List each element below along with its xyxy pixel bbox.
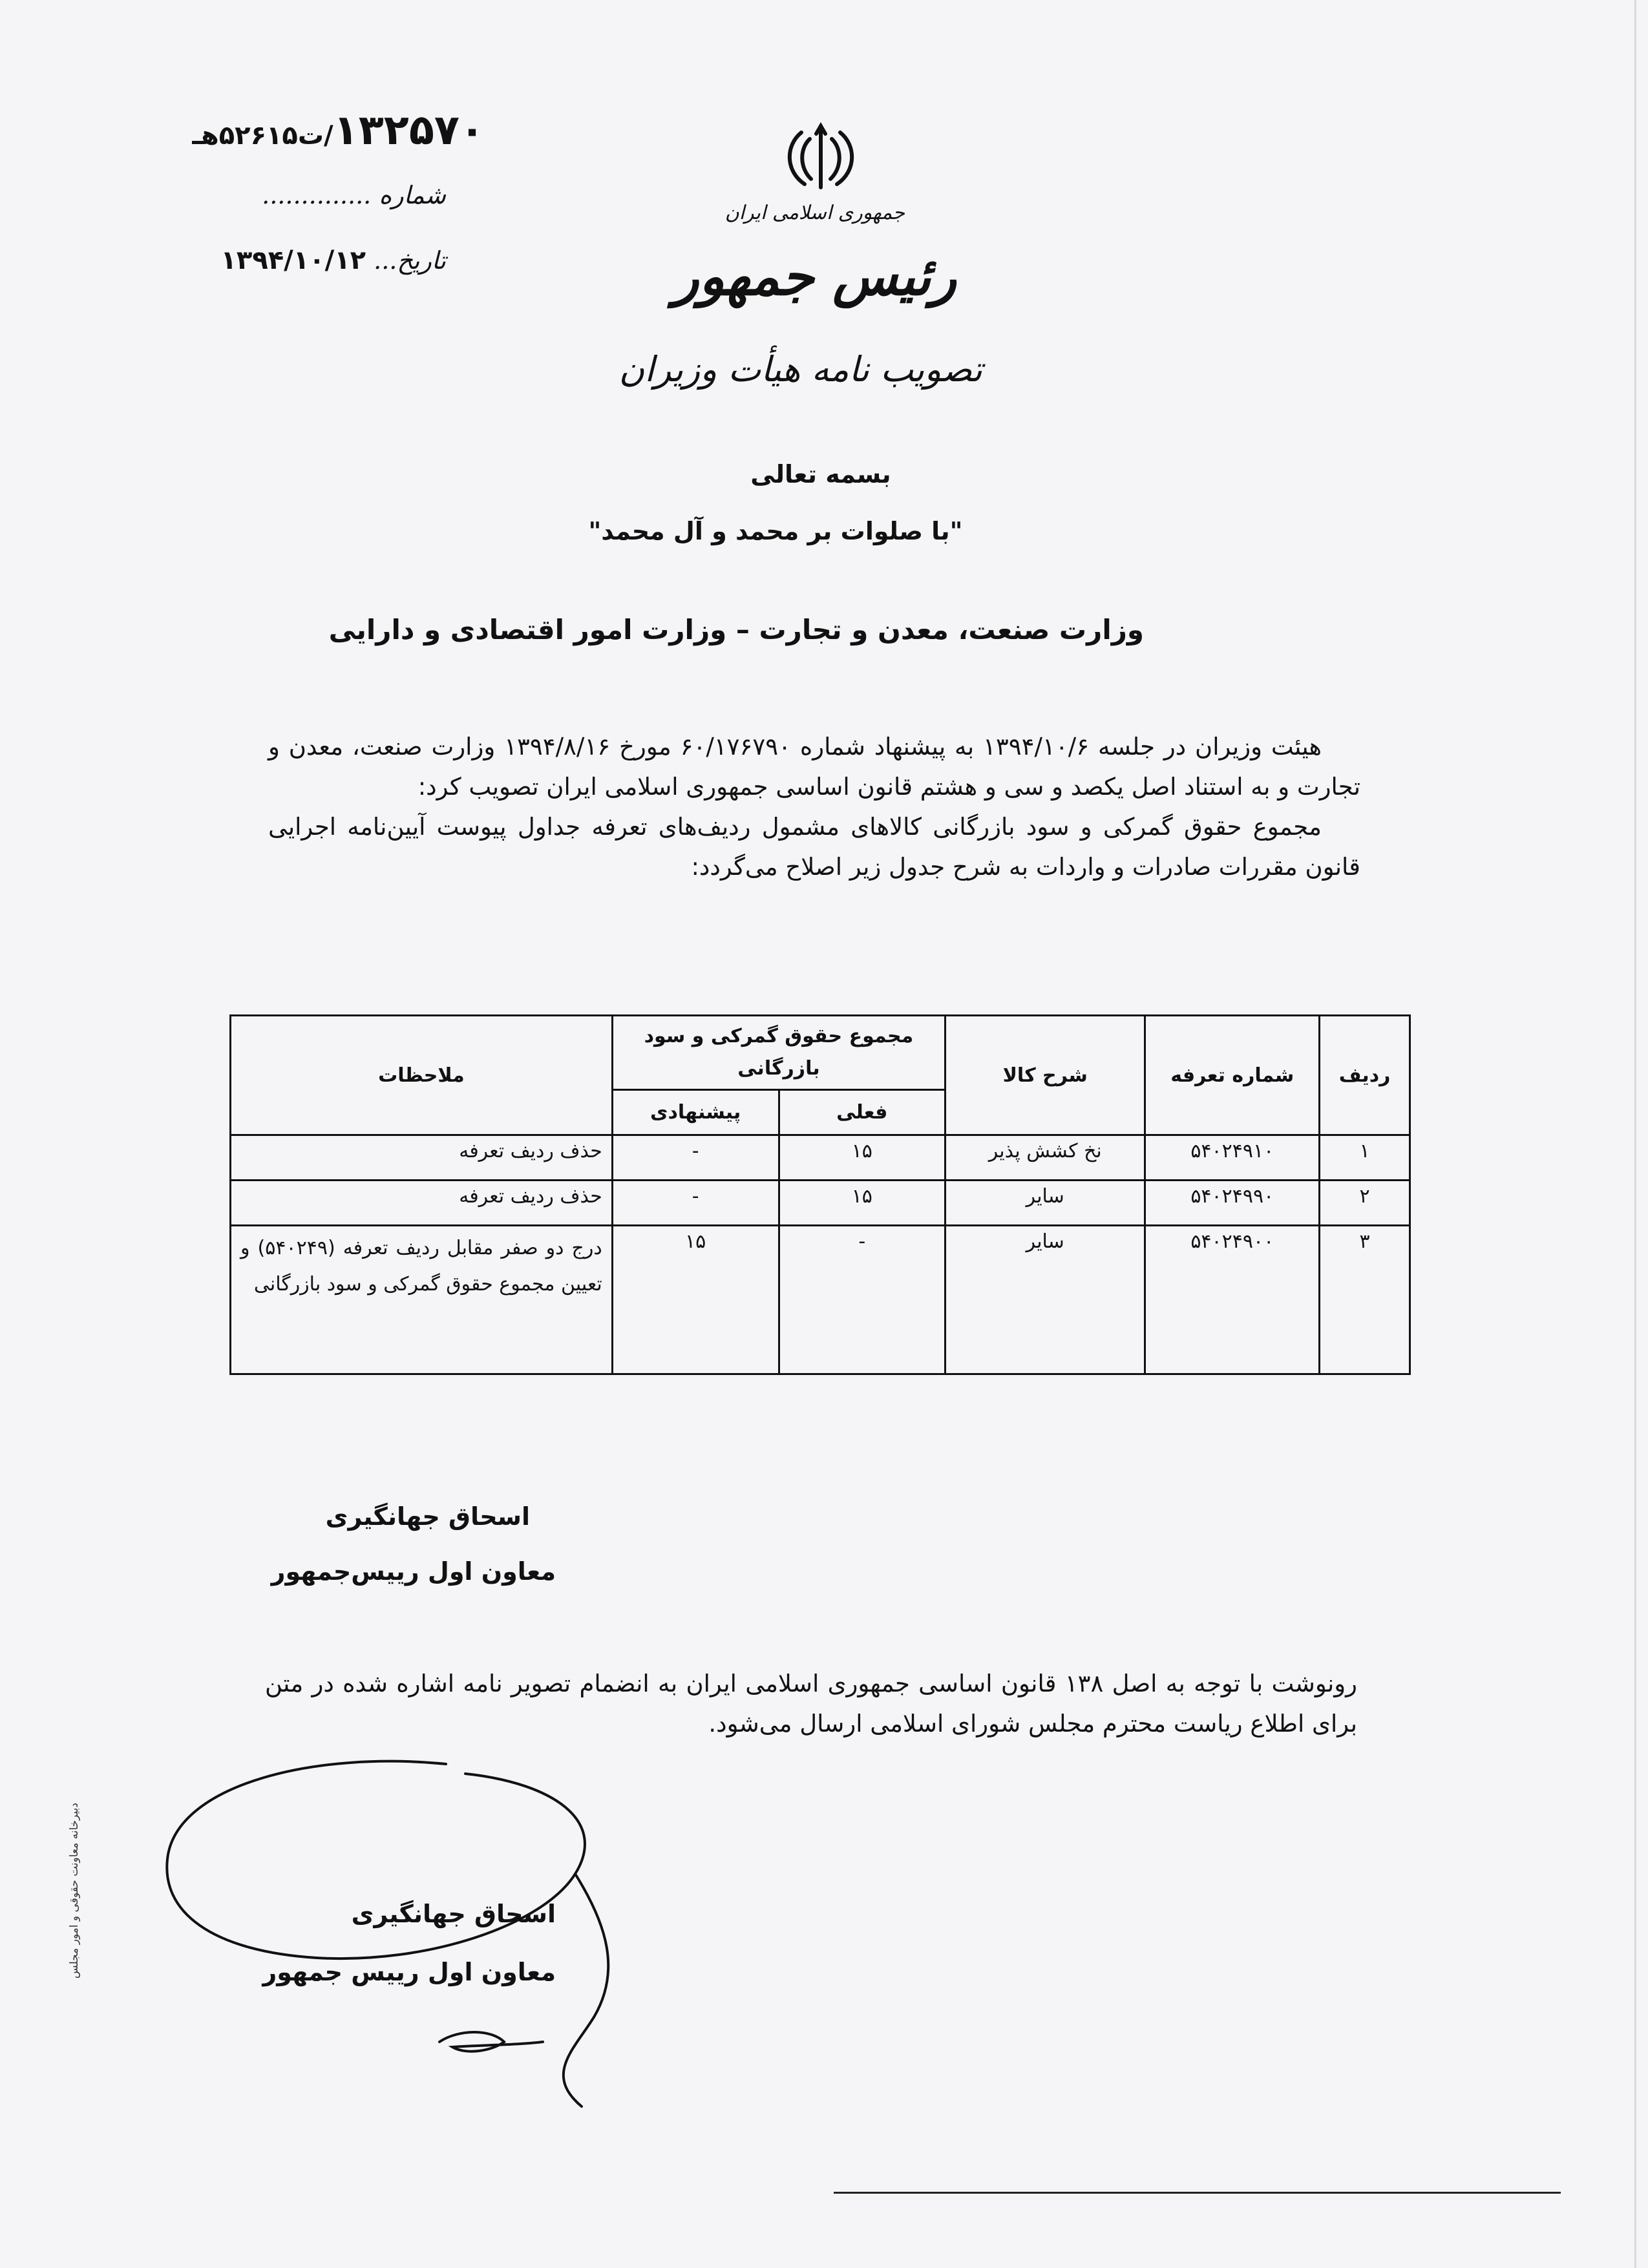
reference-number-dots: .............. [262, 181, 372, 209]
cell-current: ۱۵ [779, 1181, 945, 1226]
reference-number [192, 107, 485, 154]
signature-scribble [155, 1758, 737, 2119]
recipients-title: وزارت صنعت، معدن و تجارت – وزارت امور اقتصادی و دارایی [328, 614, 1144, 646]
cell-row: ۱ [1320, 1135, 1410, 1181]
side-note: دبیرخانه معاونت حقوقی و امور مجلس [68, 1803, 81, 1979]
cell-proposed: - [612, 1135, 779, 1181]
bottom-rule [834, 2192, 1561, 2194]
cell-tariff-number: ۵۴۰۲۴۹۱۰ [1145, 1135, 1320, 1181]
tariff-table [229, 1014, 1411, 1375]
signature-1-title: معاون اول رییس‌جمهور [271, 1557, 556, 1586]
header-proposed: پیشنهادی [612, 1090, 779, 1135]
cell-remarks: حذف ردیف تعرفه [231, 1181, 613, 1226]
cell-proposed: - [612, 1181, 779, 1226]
iran-emblem-icon [779, 120, 863, 197]
header-duty-group: مجموع حقوق گمرکی و سود بازرگانی [612, 1016, 945, 1090]
reference-number-suffix: /ت۵۲۶۱۵هـ [192, 121, 333, 151]
cell-remarks: درج دو صفر مقابل ردیف تعرفه (۵۴۰۲۴۹) و تعیین مجموع حقوق گمرکی و سود بازرگانی [231, 1226, 613, 1374]
table-row [231, 1135, 1410, 1181]
body-paragraph-1 [268, 727, 1360, 887]
signature-2-name: اسحاق جهانگیری [351, 1900, 556, 1928]
cell-current: ۱۵ [779, 1135, 945, 1181]
reference-number-label: شماره [379, 181, 446, 209]
header-row-number: ردیف [1320, 1016, 1410, 1135]
letterhead-republic: جمهوری اسلامی ایران [724, 202, 905, 224]
header-current: فعلی [779, 1090, 945, 1135]
cell-description: سایر [945, 1181, 1145, 1226]
body-paragraph-1-text: هیئت وزیران در جلسه ۱۳۹۴/۱۰/۶ به پیشنهاد شماره ۶۰/۱۷۶۷۹۰ مورخ ۱۳۹۴/۸/۱۶ وزارت صنعت، معدن و تجارت و به استناد اصل یکصد و سی و هشتم قانون اساسی جمهوری اسلامی ایران تصویب کرد: [268, 733, 1360, 801]
copy-note: رونوشت با توجه به اصل ۱۳۸ قانون اساسی جمهوری اسلامی ایران به انضمام تصویر نامه اشاره شده در متن برای اطلاع ریاست محترم مجلس شورای اسلامی ارسال می‌شود. [265, 1670, 1357, 1738]
cell-tariff-number: ۵۴۰۲۴۹۰۰ [1145, 1226, 1320, 1374]
page-edge [1634, 0, 1636, 2268]
basmala: بسمه تعالی [750, 460, 891, 488]
reference-number-label-row [262, 181, 446, 209]
table-header-row [231, 1016, 1410, 1090]
reference-date-row: تاریخ... ۱۳۹۴/۱۰/۱۲ [220, 246, 446, 275]
letterhead-subtitle: تصویب نامه هیأت وزیران [618, 349, 982, 390]
salawat: "با صلوات بر محمد و آل محمد" [588, 517, 963, 545]
header-description: شرح کالا [945, 1016, 1145, 1135]
table-row [231, 1226, 1410, 1374]
signature-2-title: معاون اول رییس جمهور [262, 1958, 556, 1986]
cell-remarks: حذف ردیف تعرفه [231, 1135, 613, 1181]
cell-row: ۳ [1320, 1226, 1410, 1374]
reference-number-value: ۱۳۲۵۷۰ [333, 107, 485, 154]
reference-date-value: ۱۳۹۴/۱۰/۱۲ [220, 246, 366, 275]
letterhead-office: رئیس جمهور [673, 246, 956, 308]
cell-tariff-number: ۵۴۰۲۴۹۹۰ [1145, 1181, 1320, 1226]
cell-row: ۲ [1320, 1181, 1410, 1226]
table-row [231, 1181, 1410, 1226]
cell-description: سایر [945, 1226, 1145, 1374]
signature-1-name: اسحاق جهانگیری [325, 1502, 530, 1531]
reference-date-label: تاریخ [397, 246, 446, 275]
header-remarks: ملاحظات [231, 1016, 613, 1135]
cell-current: - [779, 1226, 945, 1374]
cell-proposed: ۱۵ [612, 1226, 779, 1374]
cell-description: نخ کشش پذیر [945, 1135, 1145, 1181]
header-tariff-number: شماره تعرفه [1145, 1016, 1320, 1135]
body-paragraph-2-text: مجموع حقوق گمرکی و سود بازرگانی کالاهای مشمول ردیف‌های تعرفه جداول پیوست آیین‌نامه اجرایی قانون مقررات صادرات و واردات به شرح جدول زیر اصلاح می‌گردد: [268, 813, 1360, 881]
